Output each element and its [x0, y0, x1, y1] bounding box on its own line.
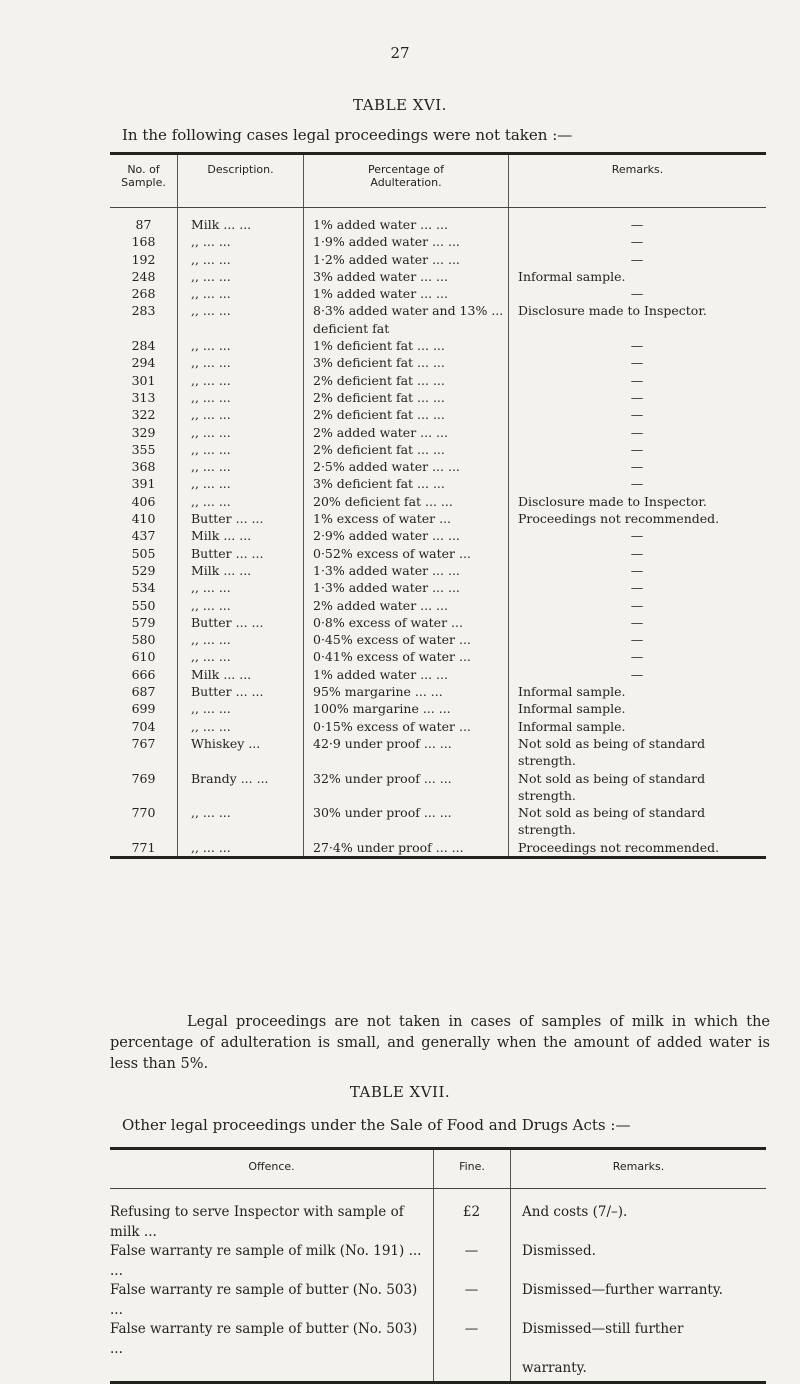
cell-percentage: 8·3% added water and 13% ... — [313, 303, 504, 319]
table-row — [110, 787, 766, 804]
column-divider — [177, 208, 178, 856]
cell-remarks: — — [630, 372, 644, 388]
table-bottom-rule — [110, 1381, 766, 1384]
table-17 — [110, 1147, 766, 1384]
table-body — [110, 1189, 766, 1381]
cell-percentage: 3% deficient fat ... ... — [313, 476, 445, 492]
table-row — [110, 735, 766, 752]
cell-percentage: 30% under proof ... ... — [313, 805, 452, 821]
cell-description: ,, ... ... — [191, 251, 231, 267]
table-row — [110, 770, 766, 787]
cell-remarks: — — [630, 528, 644, 544]
table-bottom-rule — [110, 856, 766, 859]
cell-description: Milk ... ... — [191, 528, 252, 544]
cell-remarks: — — [630, 562, 644, 578]
cell-offence: Refusing to serve Inspector with sample of milk ... — [110, 1204, 404, 1240]
table-row — [110, 666, 766, 683]
cell-remarks: Disclosure made to Inspector. — [518, 493, 707, 509]
cell-percentage: 2% deficient fat ... ... — [313, 389, 445, 405]
cell-percentage: 1% deficient fat ... ... — [313, 338, 445, 354]
cell-sample-no: 192 — [131, 251, 156, 267]
cell-description: ,, ... ... — [191, 649, 231, 665]
table-16-title: TABLE XVI. — [353, 96, 447, 114]
column-divider — [433, 1189, 434, 1381]
cell-fine: — — [464, 1321, 479, 1337]
table-row — [110, 527, 766, 544]
table-17-title: TABLE XVII. — [349, 1083, 451, 1101]
cell-sample-no: 687 — [131, 684, 156, 700]
cell-percentage — [303, 752, 508, 769]
cell-percentage: 2% added water ... ... — [313, 597, 448, 613]
header-sample-no: No. of Sample. — [121, 163, 166, 189]
cell-percentage: 0·8% excess of water ... — [313, 614, 463, 630]
cell-description: ,, ... ... — [191, 632, 231, 648]
table-row — [110, 354, 766, 371]
cell-percentage: 0·41% excess of water ... — [313, 649, 471, 665]
cell-percentage: 32% under proof ... ... — [313, 770, 452, 786]
table-row — [110, 839, 766, 856]
cell-sample-no: 248 — [131, 268, 156, 284]
table-row — [110, 372, 766, 389]
table-row — [110, 216, 766, 233]
cell-sample-no: 313 — [131, 389, 156, 405]
table-row — [110, 1203, 766, 1242]
table-row — [110, 285, 766, 302]
cell-description: Butter ... ... — [191, 614, 264, 630]
table-row — [110, 597, 766, 614]
cell-sample-no: 550 — [131, 597, 156, 613]
cell-sample-no: 284 — [131, 338, 156, 354]
header-fine: Fine. — [433, 1150, 510, 1188]
cell-percentage: 1% added water ... ... — [313, 286, 448, 302]
cell-percentage: 2% added water ... ... — [313, 424, 448, 440]
header-remarks: Remarks. — [510, 1150, 766, 1188]
cell-remarks: — — [630, 338, 644, 354]
cell-remarks: Proceedings not recommended. — [518, 839, 720, 855]
cell-remarks: — — [630, 614, 644, 630]
table-body — [110, 208, 766, 856]
cell-description: ,, ... ... — [191, 389, 231, 405]
cell-sample-no: 168 — [131, 234, 156, 250]
cell-remarks: And costs (7/–). — [522, 1204, 628, 1220]
cell-remarks: — — [630, 407, 644, 423]
cell-percentage: 0·52% excess of water ... — [313, 545, 471, 561]
cell-remarks: Informal sample. — [518, 718, 626, 734]
cell-description: ,, ... ... — [191, 372, 231, 388]
cell-remarks: Informal sample. — [518, 701, 626, 717]
cell-remarks: strength. — [518, 753, 576, 769]
cell-sample-no: 767 — [131, 735, 156, 751]
table-row — [110, 1281, 766, 1320]
cell-description — [177, 787, 303, 804]
cell-description: Milk ... ... — [191, 217, 252, 232]
cell-remarks: — — [630, 234, 644, 250]
cell-sample-no: 437 — [131, 528, 156, 544]
cell-percentage: 1·3% added water ... ... — [313, 580, 460, 596]
cell-percentage: 1% added water ... ... — [313, 666, 448, 682]
cell-sample-no: 704 — [131, 718, 156, 734]
header-percentage: Percentage of Adulteration. — [303, 155, 508, 207]
table-row — [110, 614, 766, 631]
cell-sample-no: 410 — [131, 511, 156, 527]
cell-description: ,, ... ... — [191, 597, 231, 613]
table-row — [110, 493, 766, 510]
cell-percentage: 3% added water ... ... — [313, 268, 448, 284]
cell-description: ,, ... ... — [191, 493, 231, 509]
cell-percentage: 2·5% added water ... ... — [313, 459, 460, 475]
cell-percentage: 1·2% added water ... ... — [313, 251, 460, 267]
cell-percentage: 2% deficient fat ... ... — [313, 441, 445, 457]
cell-description: ,, ... ... — [191, 424, 231, 440]
cell-sample-no: 580 — [131, 632, 156, 648]
cell-description — [177, 752, 303, 769]
cell-remarks: — — [630, 666, 644, 682]
cell-percentage: 0·15% excess of water ... — [313, 718, 471, 734]
cell-remarks: Not sold as being of standard — [518, 770, 706, 786]
cell-sample-no: 268 — [131, 286, 156, 302]
table-row — [110, 683, 766, 700]
cell-description: ,, ... ... — [191, 441, 231, 457]
cell-sample-no — [110, 752, 177, 769]
cell-description — [177, 821, 303, 838]
table-row — [110, 648, 766, 665]
cell-remarks: — — [630, 476, 644, 492]
cell-sample-no: 355 — [131, 441, 156, 457]
cell-description: ,, ... ... — [191, 718, 231, 734]
cell-description: ,, ... ... — [191, 839, 231, 855]
cell-percentage: 0·45% excess of water ... — [313, 632, 471, 648]
cell-offence: False warranty re sample of butter (No. 503) ... — [110, 1282, 418, 1318]
cell-sample-no: 529 — [131, 562, 156, 578]
cell-offence: False warranty re sample of milk (No. 191) ... ... — [110, 1243, 422, 1279]
table-row — [110, 406, 766, 423]
cell-percentage: 2% deficient fat ... ... — [313, 372, 445, 388]
cell-fine — [433, 1359, 510, 1379]
cell-remarks: strength. — [518, 822, 576, 838]
cell-sample-no: 322 — [131, 407, 156, 423]
cell-sample-no: 610 — [131, 649, 156, 665]
table-row — [110, 752, 766, 769]
cell-sample-no: 699 — [131, 701, 156, 717]
table-row — [110, 579, 766, 596]
table-row — [110, 302, 766, 319]
table-row — [110, 1320, 766, 1359]
cell-remarks: — — [630, 217, 644, 232]
cell-offence: False warranty re sample of butter (No. 503) ... — [110, 1321, 418, 1357]
cell-description: Milk ... ... — [191, 562, 252, 578]
cell-sample-no: 391 — [131, 476, 156, 492]
cell-sample-no: 534 — [131, 580, 156, 596]
cell-remarks: Informal sample. — [518, 268, 626, 284]
table-row — [110, 337, 766, 354]
table-row — [110, 718, 766, 735]
cell-percentage: 3% deficient fat ... ... — [313, 355, 445, 371]
cell-percentage: 42·9 under proof ... ... — [313, 735, 452, 751]
cell-description: ,, ... ... — [191, 234, 231, 250]
page-number: 27 — [390, 44, 410, 62]
cell-sample-no: 301 — [131, 372, 156, 388]
cell-sample-no: 87 — [135, 217, 152, 232]
table-row — [110, 510, 766, 527]
cell-remarks — [508, 320, 766, 337]
cell-remarks: — — [630, 424, 644, 440]
cell-sample-no: 368 — [131, 459, 156, 475]
cell-remarks: — — [630, 459, 644, 475]
cell-description: ,, ... ... — [191, 355, 231, 371]
cell-percentage: 2·9% added water ... ... — [313, 528, 460, 544]
cell-description: ,, ... ... — [191, 459, 231, 475]
cell-sample-no: 406 — [131, 493, 156, 509]
cell-sample-no: 505 — [131, 545, 156, 561]
cell-percentage: 95% margarine ... ... — [313, 684, 443, 700]
cell-remarks: Dismissed—further warranty. — [522, 1282, 723, 1298]
cell-description: ,, ... ... — [191, 476, 231, 492]
table-16 — [110, 152, 766, 859]
cell-description: Brandy ... ... — [191, 770, 269, 786]
table-row — [110, 320, 766, 337]
cell-description: ,, ... ... — [191, 338, 231, 354]
table-row — [110, 1242, 766, 1281]
header-description: Description. — [177, 155, 303, 207]
cell-remarks: — — [630, 597, 644, 613]
cell-description: ,, ... ... — [191, 268, 231, 284]
cell-offence — [110, 1359, 433, 1379]
cell-fine: — — [464, 1243, 479, 1259]
cell-remarks: — — [630, 632, 644, 648]
table-row — [110, 821, 766, 838]
cell-description: Butter ... ... — [191, 545, 264, 561]
table-row — [110, 233, 766, 250]
table-header — [110, 1150, 766, 1188]
table-row — [110, 268, 766, 285]
cell-remarks: Not sold as being of standard — [518, 805, 706, 821]
cell-sample-no — [110, 787, 177, 804]
table-row — [110, 562, 766, 579]
cell-description: Butter ... ... — [191, 511, 264, 527]
table-row — [110, 475, 766, 492]
cell-description: ,, ... ... — [191, 805, 231, 821]
cell-remarks: Dismissed—still further — [522, 1321, 684, 1337]
header-remarks: Remarks. — [508, 155, 766, 207]
cell-sample-no: 579 — [131, 614, 156, 630]
cell-percentage: 1% added water ... ... — [313, 217, 448, 232]
cell-sample-no: 329 — [131, 424, 156, 440]
cell-percentage: 27·4% under proof ... ... — [313, 839, 464, 855]
cell-remarks: — — [630, 545, 644, 561]
cell-percentage: deficient fat — [313, 320, 390, 336]
cell-percentage: 2% deficient fat ... ... — [313, 407, 445, 423]
cell-sample-no: 283 — [131, 303, 156, 319]
cell-remarks: — — [630, 251, 644, 267]
cell-fine: — — [464, 1282, 479, 1298]
cell-remarks: Not sold as being of standard — [518, 735, 706, 751]
cell-sample-no: 770 — [131, 805, 156, 821]
cell-remarks: Informal sample. — [518, 684, 626, 700]
cell-description: ,, ... ... — [191, 407, 231, 423]
cell-sample-no — [110, 320, 177, 337]
column-divider — [510, 1189, 511, 1381]
cell-percentage: 1·9% added water ... ... — [313, 234, 460, 250]
cell-percentage: 1·3% added water ... ... — [313, 562, 460, 578]
cell-sample-no — [110, 821, 177, 838]
cell-sample-no: 294 — [131, 355, 156, 371]
table-row — [110, 631, 766, 648]
cell-percentage — [303, 787, 508, 804]
cell-remarks: — — [630, 355, 644, 371]
column-divider — [508, 208, 509, 856]
cell-description: ,, ... ... — [191, 303, 231, 319]
cell-description: ,, ... ... — [191, 701, 231, 717]
table-row — [110, 804, 766, 821]
header-offence: Offence. — [248, 1160, 295, 1173]
cell-percentage: 1% excess of water ... — [313, 511, 452, 527]
table-row — [110, 424, 766, 441]
note-paragraph: Legal proceedings are not taken in cases of samples of milk in which the percentage of adulteration is small, and generally when the amount of added water is less than 5%. — [110, 1014, 770, 1072]
cell-sample-no: 769 — [131, 770, 156, 786]
cell-remarks: Disclosure made to Inspector. — [518, 303, 707, 319]
cell-sample-no: 771 — [131, 839, 156, 855]
cell-remarks: Dismissed. — [522, 1243, 596, 1259]
table-row — [110, 389, 766, 406]
cell-remarks: warranty. — [522, 1360, 587, 1376]
cell-remarks: strength. — [518, 787, 576, 803]
table-row — [110, 441, 766, 458]
cell-fine: £2 — [462, 1204, 481, 1220]
cell-percentage: 20% deficient fat ... ... — [313, 493, 453, 509]
cell-remarks: — — [630, 649, 644, 665]
table-row — [110, 545, 766, 562]
cell-sample-no: 666 — [131, 666, 156, 682]
cell-remarks: — — [630, 580, 644, 596]
cell-description: ,, ... ... — [191, 580, 231, 596]
cell-percentage — [303, 821, 508, 838]
cell-remarks: — — [630, 286, 644, 302]
table-row — [110, 458, 766, 475]
table-row — [110, 700, 766, 717]
cell-description: Butter ... ... — [191, 684, 264, 700]
column-divider — [303, 208, 304, 856]
cell-description: Whiskey ... — [191, 735, 261, 751]
cell-description: ,, ... ... — [191, 286, 231, 302]
cell-percentage: 100% margarine ... ... — [313, 701, 451, 717]
table-header — [110, 155, 766, 207]
cell-remarks: Proceedings not recommended. — [518, 511, 720, 527]
cell-remarks: — — [630, 389, 644, 405]
cell-description — [177, 320, 303, 337]
table-16-intro: In the following cases legal proceedings were not taken :— — [122, 126, 573, 144]
cell-description: Milk ... ... — [191, 666, 252, 682]
table-row — [110, 251, 766, 268]
table-17-intro: Other legal proceedings under the Sale of Food and Drugs Acts :— — [122, 1116, 631, 1134]
table-row — [110, 1359, 766, 1379]
cell-remarks: — — [630, 441, 644, 457]
